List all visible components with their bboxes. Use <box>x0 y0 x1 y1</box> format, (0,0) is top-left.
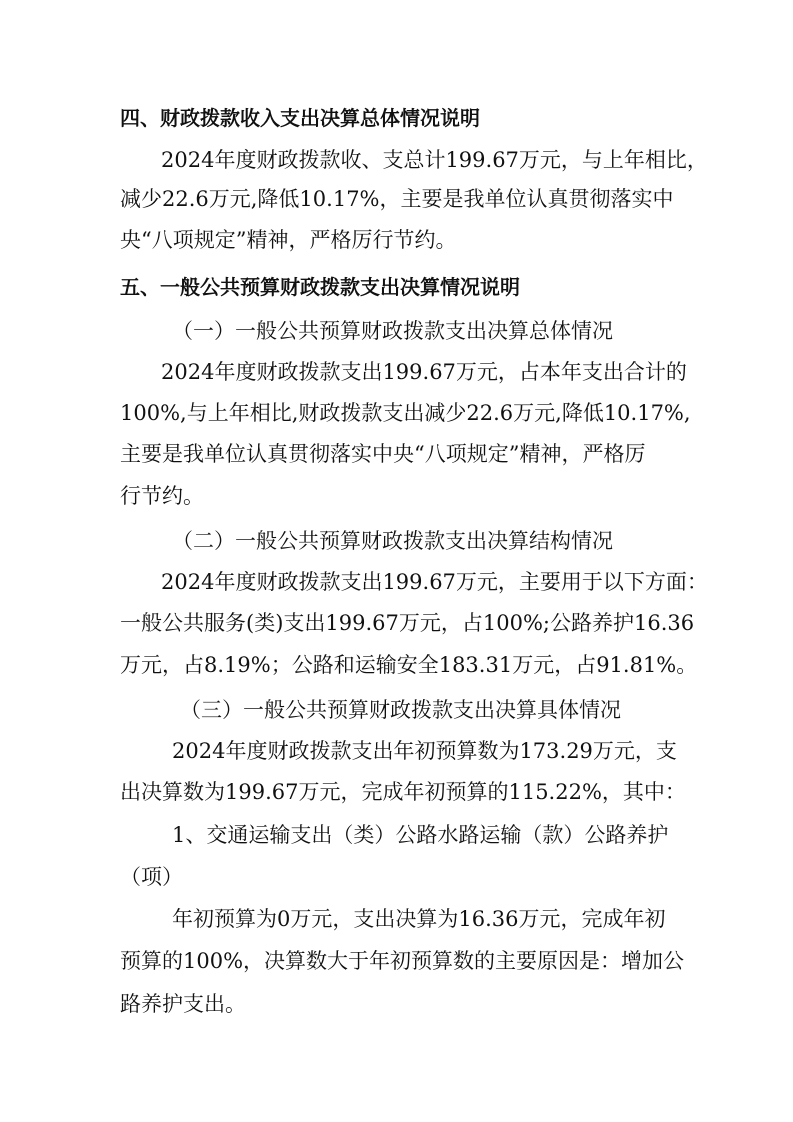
subsection-1-text-line: 100%,与上年相比,财政拨款支出减少22.6万元,降低10.17%, <box>120 401 691 425</box>
subsection-3-title: （三）一般公共预算财政拨款支出决算具体情况 <box>180 698 621 722</box>
subsection-2-text-line: 2024年度财政拨款支出199.67万元，主要用于以下方面： <box>161 570 708 594</box>
section-4-text-line: 央“八项规定”精神，严格厉行节约。 <box>120 228 457 252</box>
item-1-text-line: 预算的100%，决算数大于年初预算数的主要原因是：增加公 <box>120 949 685 973</box>
subsection-2-title: （二）一般公共预算财政拨款支出决算结构情况 <box>172 529 613 553</box>
subsection-1-text-line: 主要是我单位认真贯彻落实中央“八项规定”精神，严格厉 <box>120 442 646 466</box>
subsection-3-text-line: 出决算数为199.67万元，完成年初预算的115.22%，其中： <box>120 780 686 804</box>
item-1-title-line: 1、交通运输支出（类）公路水路运输（款）公路养护 <box>172 823 669 847</box>
subsection-1-text-line: 行节约。 <box>120 484 204 508</box>
section-4-heading: 四、财政拨款收入支出决算总体情况说明 <box>120 106 480 130</box>
section-4-text-line: 2024年度财政拨款收、支总计199.67万元，与上年相比， <box>161 148 708 172</box>
subsection-1-text-line: 2024年度财政拨款支出199.67万元，占本年支出合计的 <box>161 360 687 384</box>
item-1-text-line: 路养护支出。 <box>120 992 246 1016</box>
subsection-3-text-line: 2024年度财政拨款支出年初预算数为173.29万元，支 <box>172 739 677 763</box>
item-1-text-line: 年初预算为0万元，支出决算为16.36万元，完成年初 <box>172 907 666 931</box>
section-5-heading: 五、一般公共预算财政拨款支出决算情况说明 <box>120 275 520 299</box>
subsection-2-text-line: 万元，占8.19%；公路和运输安全183.31万元，占91.81%。 <box>120 653 698 677</box>
subsection-2-text-line: 一般公共服务(类)支出199.67万元，占100%;公路养护16.36 <box>120 611 695 635</box>
subsection-1-title: （一）一般公共预算财政拨款支出决算总体情况 <box>172 319 613 343</box>
item-1-title-line: （项） <box>120 865 183 889</box>
section-4-text-line: 减少22.6万元,降低10.17%，主要是我单位认真贯彻落实中 <box>120 187 674 211</box>
